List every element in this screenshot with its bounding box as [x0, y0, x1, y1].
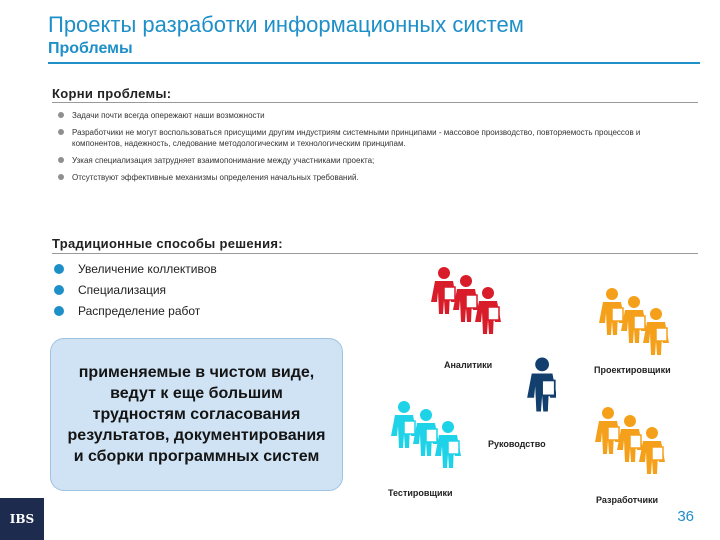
page-title: Проекты разработки информационных систем [48, 12, 524, 37]
designers-people-icon [596, 283, 676, 368]
roots-item: Отсутствуют эффективные механизмы определения начальных требований. [56, 172, 686, 183]
page-number: 36 [677, 508, 694, 525]
logo-text: IBS [9, 512, 35, 526]
person-figure-icon [592, 402, 672, 482]
traditional-list [54, 262, 217, 325]
developers-label: Разработчики [596, 495, 659, 505]
roots-list [56, 110, 686, 189]
callout-box [50, 338, 343, 491]
management-label: Руководство [488, 439, 546, 449]
roots-item: Узкая специализация затрудняет взаимопонимание между участниками проекта; [56, 155, 686, 166]
ibs-logo [0, 498, 44, 540]
traditional-item: Специализация [54, 283, 217, 297]
roots-item: Разработчики не могут воспользоваться присущими другим индустриям системными принципами - массовое производство, повторяемость процессов и компонентов, надежность, следование методологическим и технологическим принципам. [56, 127, 686, 149]
roots-divider [52, 102, 698, 103]
page-subtitle: Проблемы [48, 40, 133, 57]
management-person-icon [526, 354, 556, 425]
traditional-divider [52, 253, 698, 254]
roots-item: Задачи почти всегда опережают наши возможности [56, 110, 686, 121]
person-figure-icon [526, 354, 556, 420]
designers-label: Проектировщики [594, 365, 671, 375]
developers-people-icon [592, 402, 672, 487]
roots-heading: Корни проблемы: [52, 86, 172, 101]
testers-people-icon [388, 396, 468, 481]
analysts-people-icon [428, 262, 508, 347]
traditional-item: Увеличение коллективов [54, 262, 217, 276]
person-figure-icon [596, 283, 676, 363]
callout-text: применяемые в чистом виде, ведут к еще большим трудностям согласования результатов, документирования и сборки программных систем [67, 364, 326, 465]
testers-label: Тестировщики [388, 488, 453, 498]
traditional-heading: Традиционные способы решения: [52, 236, 283, 251]
traditional-item: Распределение работ [54, 304, 217, 318]
person-figure-icon [388, 396, 468, 476]
title-divider [48, 62, 700, 64]
person-figure-icon [428, 262, 508, 342]
analysts-label: Аналитики [444, 360, 493, 370]
